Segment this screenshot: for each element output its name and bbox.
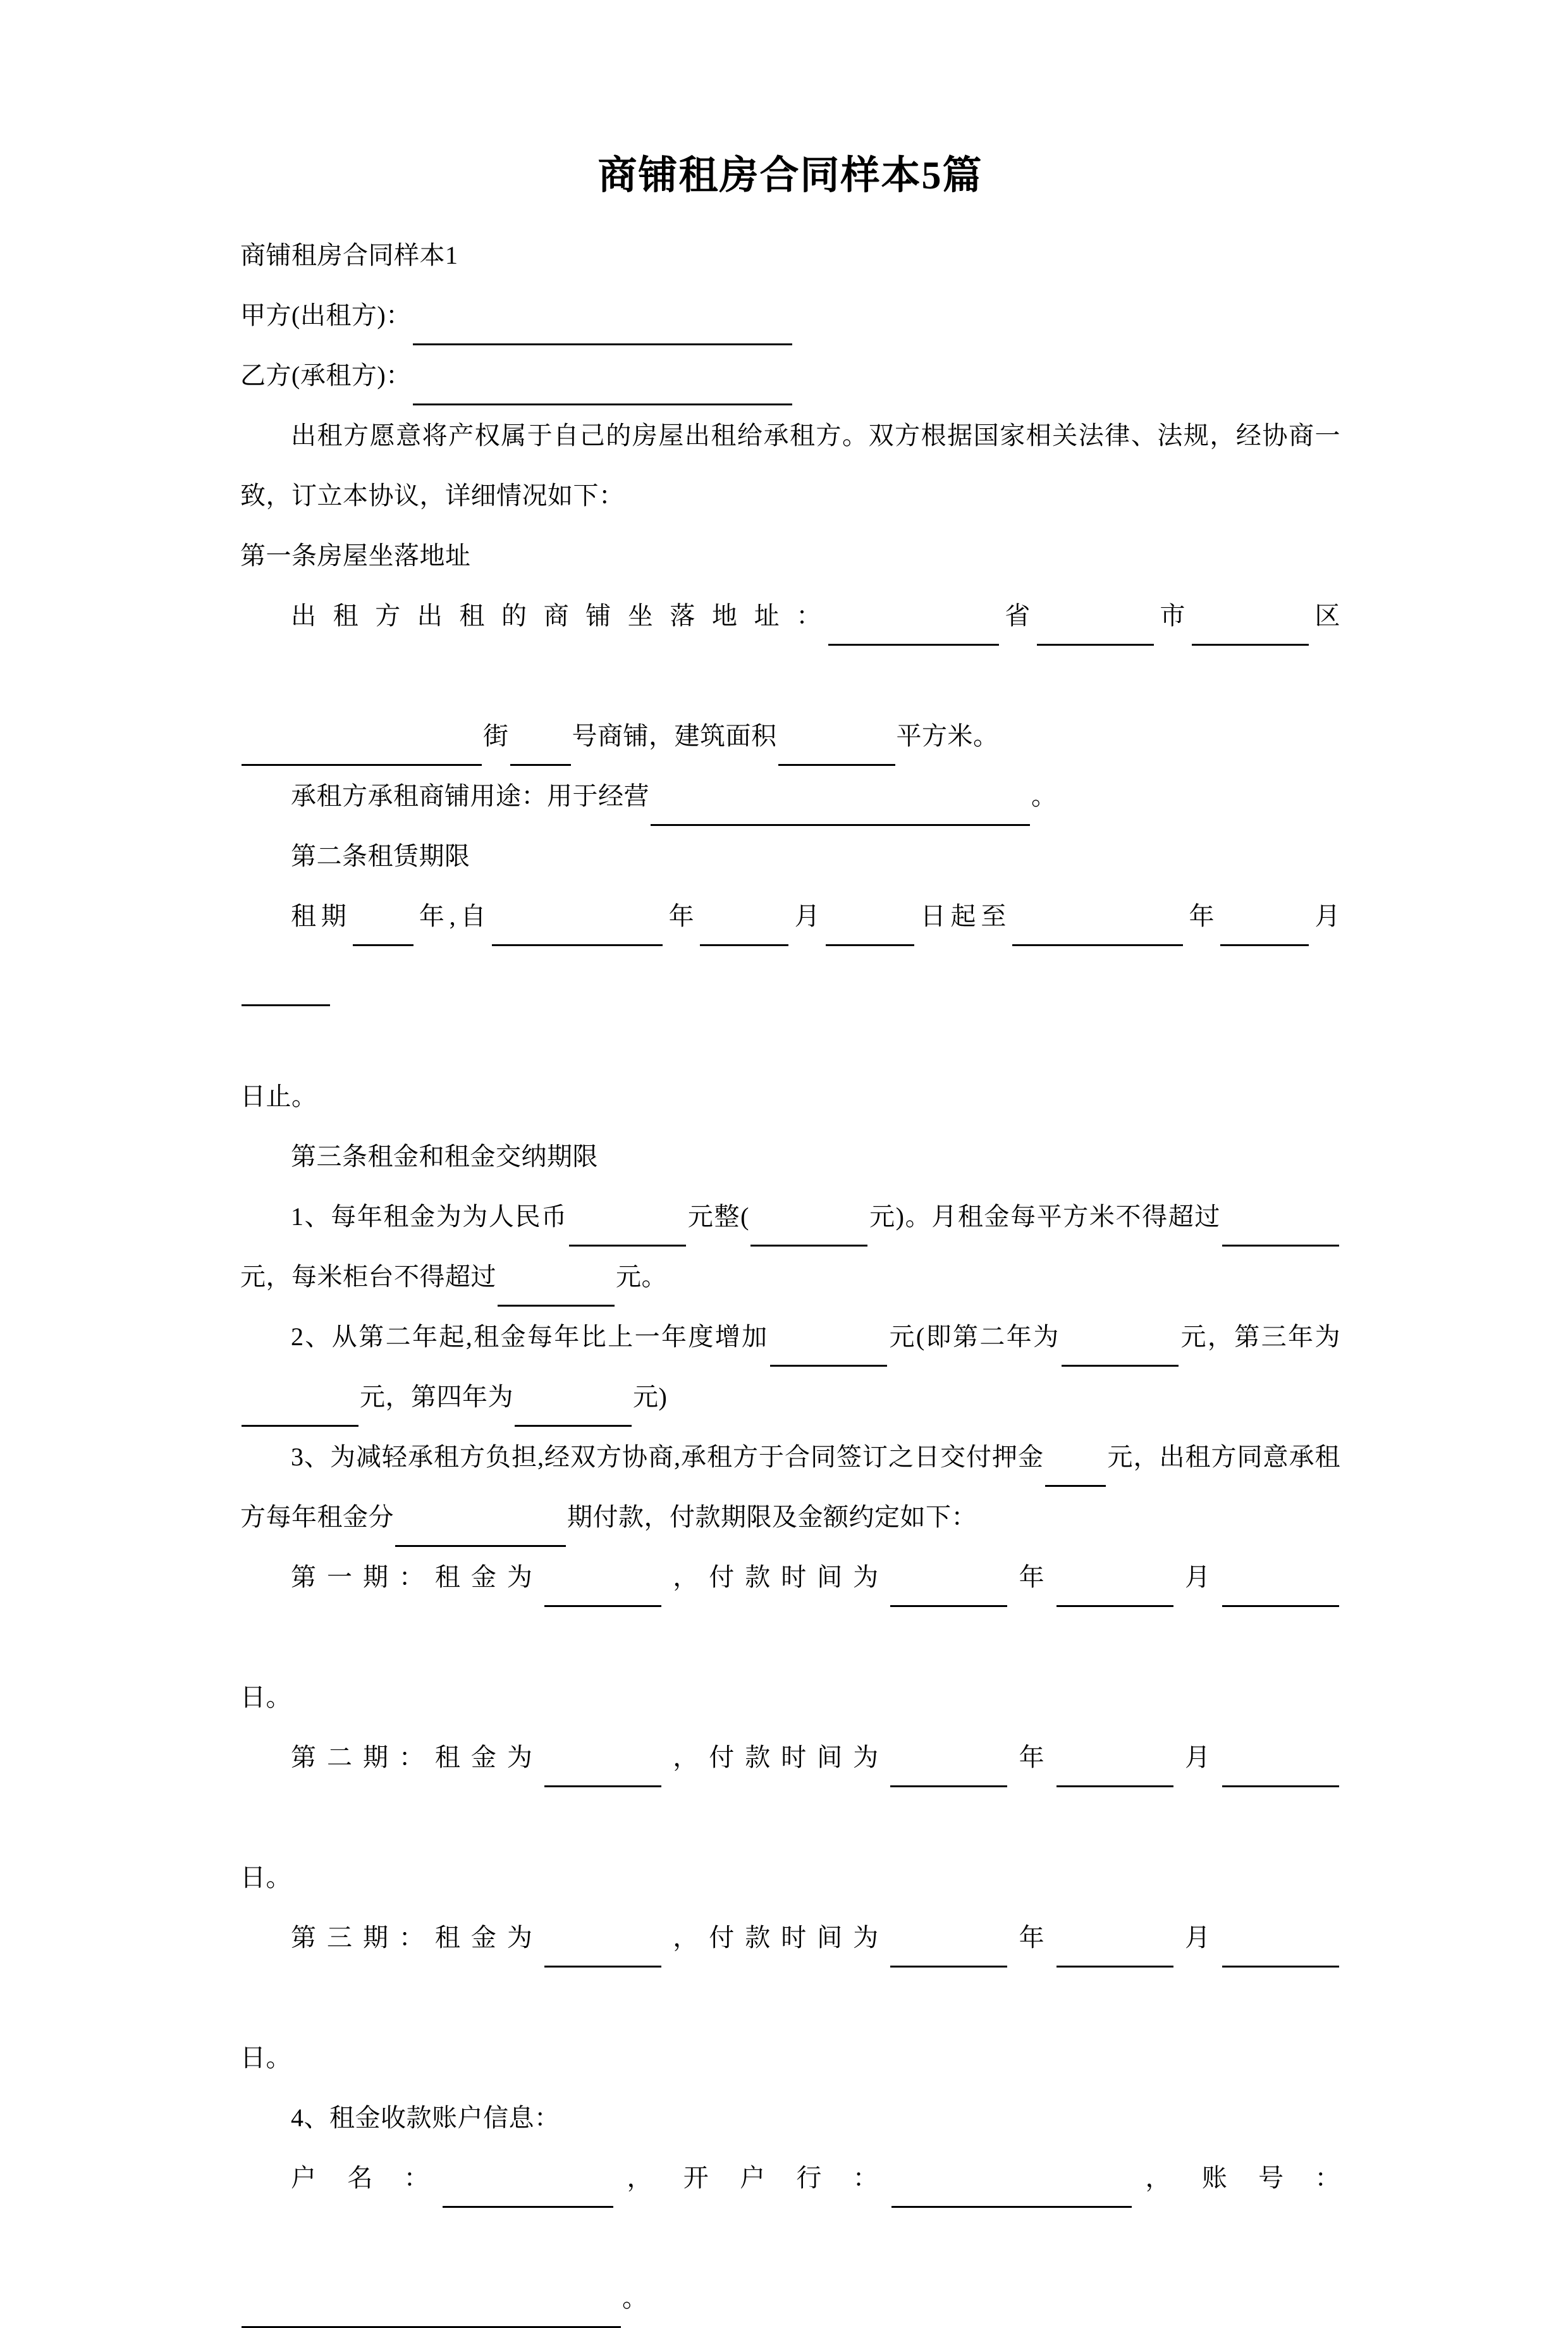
street-blank[interactable] — [242, 734, 482, 766]
account-number-line — [240, 2268, 1340, 2328]
item-2-text-a: 2、从第二年起,租金每年比上一年度增加 — [291, 1322, 769, 1351]
installment-2-end — [240, 1847, 1340, 1907]
year-2-rent-blank[interactable] — [1062, 1334, 1179, 1367]
installment-3-label: 第三期：租金为 — [291, 1923, 543, 1952]
article-3-heading — [240, 1126, 1340, 1186]
account-bank-label: ， 开 户 行 ： — [615, 2163, 891, 2192]
item-4-text: 4、租金收款账户信息： — [291, 2103, 560, 2132]
document-content — [240, 152, 1340, 2328]
usage-period: 。 — [1031, 781, 1057, 810]
account-info-line — [240, 2148, 1340, 2268]
party-b-row — [240, 345, 1340, 405]
installment-1-end — [240, 1667, 1340, 1727]
term-label: 租期 — [291, 901, 352, 930]
installment-2-day-blank[interactable] — [1222, 1755, 1339, 1787]
district-blank[interactable] — [1192, 613, 1309, 646]
province-label: 省 — [1000, 601, 1036, 630]
item-2-text-e: 元) — [633, 1382, 668, 1411]
article-3-item-3 — [240, 1427, 1340, 1547]
article-1-usage-line — [240, 766, 1340, 826]
end-month-label: 月 — [1310, 901, 1341, 930]
installment-2-year-label: 年 — [1008, 1742, 1055, 1771]
installment-2-month-blank[interactable] — [1057, 1755, 1173, 1787]
installment-2-year-blank[interactable] — [890, 1755, 1007, 1787]
preamble-text: 出租方愿意将产权属于自己的房屋出租给承租方。双方根据国家相关法律、法规，经协商一致，订立本协议，详细情况如下： — [240, 421, 1340, 510]
start-year-label: 年 — [664, 901, 699, 930]
article-3-item-1 — [240, 1186, 1340, 1307]
sample-heading — [240, 225, 1340, 285]
installment-3-time-label: ，付款时间为 — [662, 1923, 890, 1952]
installment-2-amount-blank[interactable] — [544, 1755, 661, 1787]
party-a-blank[interactable] — [413, 313, 792, 345]
installment-1-day-blank[interactable] — [1222, 1575, 1339, 1607]
max-rent-per-sqm-blank[interactable] — [1222, 1214, 1339, 1247]
province-blank[interactable] — [828, 613, 999, 646]
party-a-row — [240, 285, 1340, 345]
installment-count-blank[interactable] — [395, 1515, 566, 1547]
item-1-text-a: 1、每年租金为为人民币 — [291, 1202, 568, 1231]
account-name-blank[interactable] — [443, 2176, 613, 2208]
item-2-text-b: 元(即第二年为 — [888, 1322, 1060, 1351]
address-label: 出 租 方 出 租 的 商 铺 坐 落 地 址 ： — [291, 601, 827, 630]
installment-1-month-blank[interactable] — [1057, 1575, 1173, 1607]
item-1-text-d: 元，每米柜台不得超过 — [240, 1262, 496, 1291]
item-2-text-d: 元，第四年为 — [360, 1382, 513, 1411]
item-1-text-c: 元)。月租金每平方米不得超过 — [868, 1202, 1222, 1231]
installment-1-year-label: 年 — [1008, 1562, 1055, 1591]
installment-3-end — [240, 2028, 1340, 2088]
installment-1-label: 第一期：租金为 — [291, 1562, 543, 1591]
article-3-item-2 — [240, 1307, 1340, 1427]
account-name-label: 户 名 ： — [291, 2163, 442, 2192]
deposit-blank[interactable] — [1045, 1455, 1106, 1487]
installment-1-amount-blank[interactable] — [544, 1575, 661, 1607]
city-label: 市 — [1155, 601, 1191, 630]
installment-3-year-blank[interactable] — [890, 1935, 1007, 1968]
installment-2-month-label: 月 — [1174, 1742, 1222, 1771]
installment-3-year-label: 年 — [1008, 1923, 1055, 1952]
street-label: 街 — [483, 721, 509, 750]
end-day-blank[interactable] — [242, 974, 330, 1006]
party-b-label: 乙方(承租方)： — [240, 360, 412, 390]
installment-1-time-label: ，付款时间为 — [662, 1562, 890, 1591]
article-1-heading-text: 第一条房屋坐落地址 — [240, 541, 471, 570]
article-1-heading — [240, 526, 1340, 586]
item-3-text-b: 元， — [1107, 1442, 1160, 1471]
installment-3-month-label: 月 — [1174, 1923, 1222, 1952]
term-end-text: 日止。 — [240, 1081, 317, 1111]
installment-2-label: 第二期：租金为 — [291, 1742, 543, 1771]
article-1-address-line-1 — [240, 586, 1340, 706]
item-1-text-e: 元。 — [616, 1262, 667, 1291]
start-month-label: 月 — [790, 901, 825, 930]
sample-heading-text: 商铺租房合同样本1 — [240, 240, 458, 269]
item-1-text-b: 元整( — [687, 1202, 749, 1231]
installment-3-amount-blank[interactable] — [544, 1935, 661, 1968]
start-day-blank[interactable] — [826, 914, 914, 946]
term-from-label: 年,自 — [414, 901, 491, 930]
account-bank-blank[interactable] — [891, 2176, 1132, 2208]
article-2-term-end — [240, 1066, 1340, 1126]
district-label: 区 — [1309, 601, 1341, 630]
installment-3-end-text: 日。 — [240, 2043, 291, 2072]
term-years-blank[interactable] — [353, 914, 413, 946]
article-2-heading — [240, 826, 1340, 886]
year-3-rent-blank[interactable] — [242, 1395, 358, 1427]
installment-3-day-blank[interactable] — [1222, 1935, 1339, 1968]
street-number-blank[interactable] — [510, 734, 571, 766]
annual-increase-blank[interactable] — [770, 1334, 887, 1367]
account-number-period: 。 — [622, 2283, 648, 2312]
installment-2-time-label: ，付款时间为 — [662, 1742, 890, 1771]
end-month-blank[interactable] — [1220, 914, 1309, 946]
party-a-label: 甲方(出租方)： — [240, 300, 412, 329]
start-month-blank[interactable] — [700, 914, 788, 946]
article-3-heading-text: 第三条租金和租金交纳期限 — [291, 1142, 598, 1171]
area-blank[interactable] — [778, 734, 895, 766]
year-4-rent-blank[interactable] — [515, 1395, 632, 1427]
installment-3-month-blank[interactable] — [1057, 1935, 1173, 1968]
installment-1-line — [240, 1547, 1340, 1667]
page-title: 商铺租房合同样本5篇 — [597, 154, 983, 197]
usage-label: 承租方承租商铺用途：用于经营 — [291, 781, 649, 810]
account-number-blank[interactable] — [242, 2296, 621, 2328]
usage-blank[interactable] — [651, 794, 1030, 826]
city-blank[interactable] — [1037, 613, 1154, 646]
shop-area-label: 号商铺，建筑面积 — [572, 721, 777, 750]
term-to-label: 日起至 — [916, 901, 1012, 930]
start-year-blank[interactable] — [492, 914, 663, 946]
max-rent-per-counter-blank[interactable] — [498, 1274, 615, 1307]
end-year-blank[interactable] — [1012, 914, 1183, 946]
installment-3-line — [240, 1907, 1340, 2028]
installment-1-year-blank[interactable] — [890, 1575, 1007, 1607]
installment-2-end-text: 日。 — [240, 1863, 291, 1892]
article-2-heading-text: 第二条租赁期限 — [291, 841, 470, 870]
annual-rent-figure-blank[interactable] — [750, 1214, 867, 1247]
item-3-text-c: 出租方同意承租方每年租金分 — [240, 1442, 1340, 1531]
item-3-text-d: 期付款，付款期限及金额约定如下： — [567, 1502, 977, 1531]
area-unit-label: 平方米。 — [896, 721, 999, 750]
party-b-blank[interactable] — [413, 373, 792, 405]
installment-1-month-label: 月 — [1174, 1562, 1222, 1591]
installment-2-line — [240, 1727, 1340, 1847]
article-2-term-line — [240, 886, 1340, 1066]
article-1-address-line-2 — [240, 706, 1340, 766]
end-year-label: 年 — [1184, 901, 1220, 930]
preamble-paragraph — [240, 405, 1340, 526]
item-2-text-c: 元，第三年为 — [1179, 1322, 1341, 1351]
account-number-label: ， 账 号 ： — [1133, 2163, 1341, 2192]
item-3-text-a: 3、为减轻承租方负担,经双方协商,承租方于合同签订之日交付押金 — [291, 1442, 1044, 1471]
installment-1-end-text: 日。 — [240, 1682, 291, 1711]
article-3-item-4 — [240, 2088, 1340, 2148]
annual-rent-blank[interactable] — [569, 1214, 686, 1247]
